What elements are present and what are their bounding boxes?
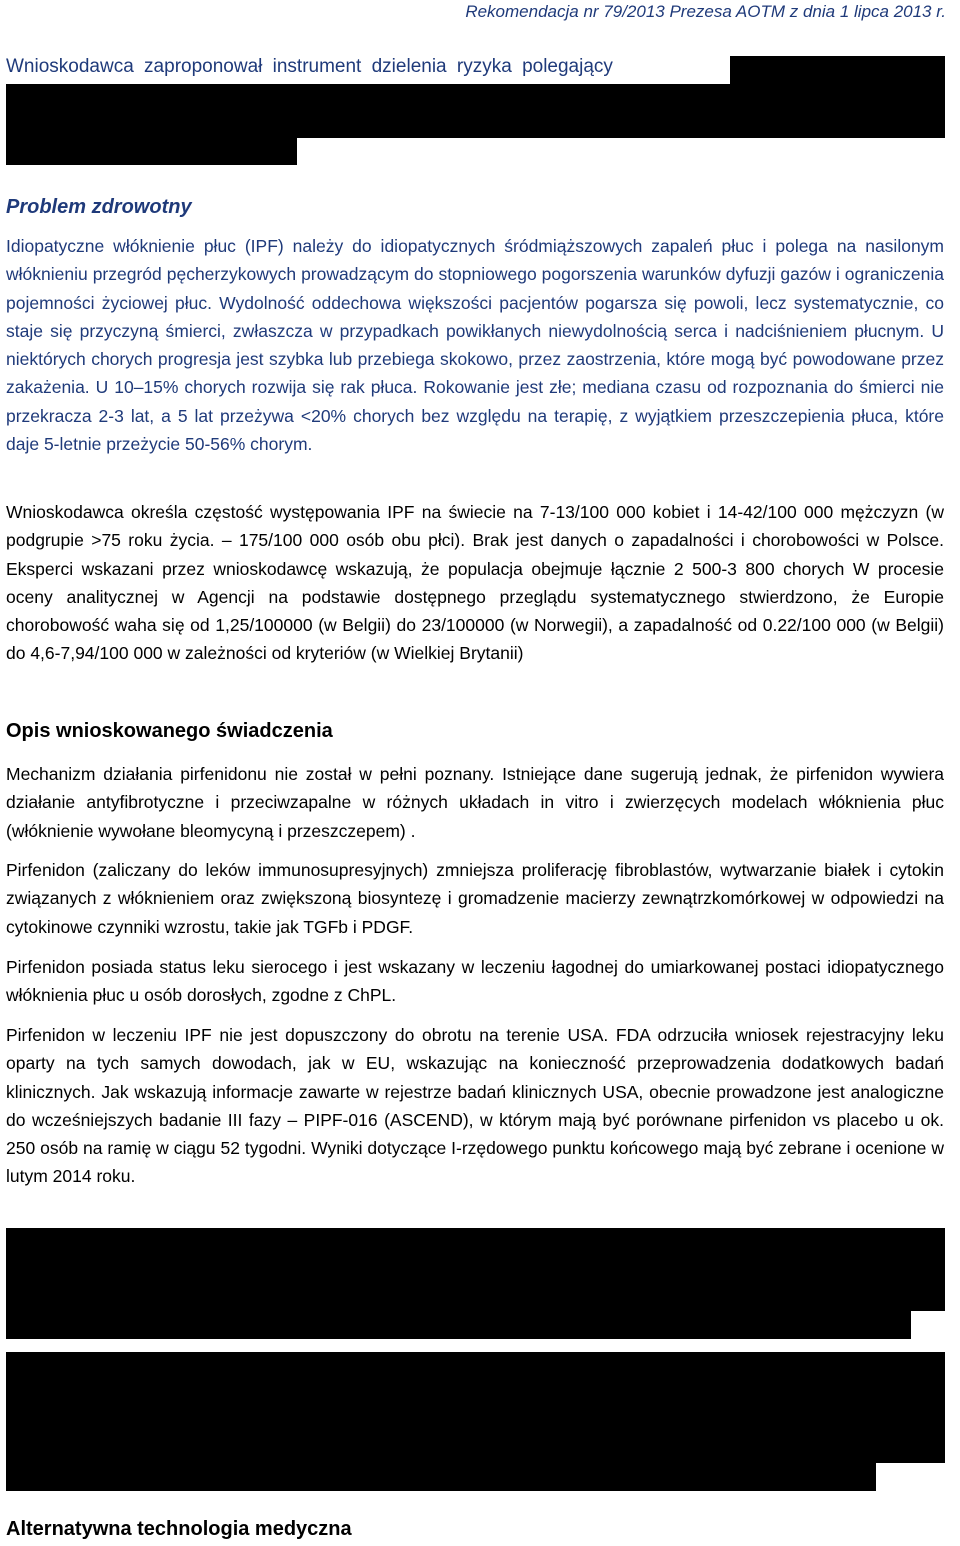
redaction-block bbox=[730, 56, 945, 84]
section-heading-opis: Opis wnioskowanego świadczenia bbox=[6, 720, 333, 742]
opis-paragraph-4: Pirfenidon w leczeniu IPF nie jest dopuszczony do obrotu na terenie USA. FDA odrzuciła wniosek rejestracyjny leku oparty na tych samych dowodach, jak w EU, wskazując na konieczność przeprowadzenia dodatkowych badań klinicznych. Jak wskazują informacje zawarte w rejestrze badań klinicznych USA, obecnie prowadzone jest analogiczne do wcześniejszych badanie III fazy – PIPF-016 (ASCEND), w którym mają być porównane pirfenidon vs placebo u ok. 250 osób na ramię w ciągu 52 tygodni. Wyniki dotyczące I-rzędowego punktu końcowego mają być zebrane i ocenione w lutym 2014 roku. bbox=[6, 1025, 944, 1187]
problem-paragraph-1: Idiopatyczne włóknienie płuc (IPF) należy do idiopatycznych śródmiąższowych zapaleń płuc i polega na nasilonym włóknieniu przegród pęcherzykowych prowadzącym do stopniowego pogorszenia warunków dyfuzji gazów i ograniczenia pojemności życiowej płuc. Wydolność oddechowa większości pacjentów pogarsza się powoli, lecz systematycznie, co staje się przyczyną śmierci, zwłaszcza w przypadkach powikłanych niewydolnością serca i nadciśnieniem płucnym. U niektórych chorych progresja jest szybka lub przebiega skokowo, przez zaostrzenia, które mogą być powodowane przez zakażenia. U 10–15% chorych rozwija się rak płuca. Rokowanie jest złe; mediana czasu od rozpoznania do śmierci nie przekracza 2-3 lat, a 5 lat przeżywa <20% chorych bez względu na terapię, z wyjątkiem przeszczepienia płuca, które daje 5-letnie przeżycie 50-56% chorym. bbox=[6, 236, 944, 455]
opis-paragraph-3: Pirfenidon posiada status leku sierocego i jest wskazany w leczeniu łagodnej do umiarkowanej postaci idiopatycznego włóknienia płuc u osób dorosłych, zgodne z ChPL. bbox=[6, 957, 944, 1006]
section-heading-problem: Problem zdrowotny bbox=[6, 196, 192, 218]
page-header: Rekomendacja nr 79/2013 Prezesa AOTM z dnia 1 lipca 2013 r. bbox=[465, 2, 946, 21]
redaction-block bbox=[6, 84, 945, 138]
redaction-block bbox=[6, 138, 297, 165]
section-heading-alternatywna: Alternatywna technologia medyczna bbox=[6, 1518, 352, 1540]
redaction-block bbox=[6, 1352, 945, 1463]
redaction-block bbox=[6, 1311, 911, 1339]
redaction-block bbox=[6, 1463, 876, 1491]
opis-paragraph-1: Mechanizm działania pirfenidonu nie został w pełni poznany. Istniejące dane sugerują jednak, że pirfenidon wywiera działanie antyfibrotyczne i przeciwzapalne w różnych układach in vitro i zwierzęcych modelach włóknienia płuc (włóknienie wywołane bleomycyną i przeszczepem) . bbox=[6, 764, 944, 841]
intro-line: Wnioskodawca zaproponował instrument dzielenia ryzyka polegający bbox=[6, 56, 613, 77]
problem-paragraph-2: Wnioskodawca określa częstość występowania IPF na świecie na 7-13/100 000 kobiet i 14-42/100 000 mężczyzn (w podgrupie >75 roku życia. – 175/100 000 osób obu płci). Brak jest danych o zapadalności i chorobowości w Polsce. Eksperci wskazani przez wnioskodawcę wskazują, że populacja obejmuje łącznie 2 500-3 800 chorych W procesie oceny analitycznej w Agencji na podstawie dostępnego przeglądu systematycznego stwierdzono, że Europie chorobowość waha się od 1,25/100000 (w Belgii) do 23/100000 (w Norwegii), a zapadalność od 0.22/100 000 (w Belgii) do 4,6-7,94/100 000 w zależności od kryteriów (w Wielkiej Brytanii) bbox=[6, 502, 944, 664]
redaction-block bbox=[6, 1228, 945, 1311]
opis-paragraph-2: Pirfenidon (zaliczany do leków immunosupresyjnych) zmniejsza proliferację fibroblastów, wytwarzanie białek i cytokin związanych z włóknieniem oraz zwiększoną biosyntezę i gromadzenie macierzy zewnątrzkomórkowej w odpowiedzi na cytokinowe czynniki wzrostu, takie jak TGFb i PDGF. bbox=[6, 860, 944, 937]
